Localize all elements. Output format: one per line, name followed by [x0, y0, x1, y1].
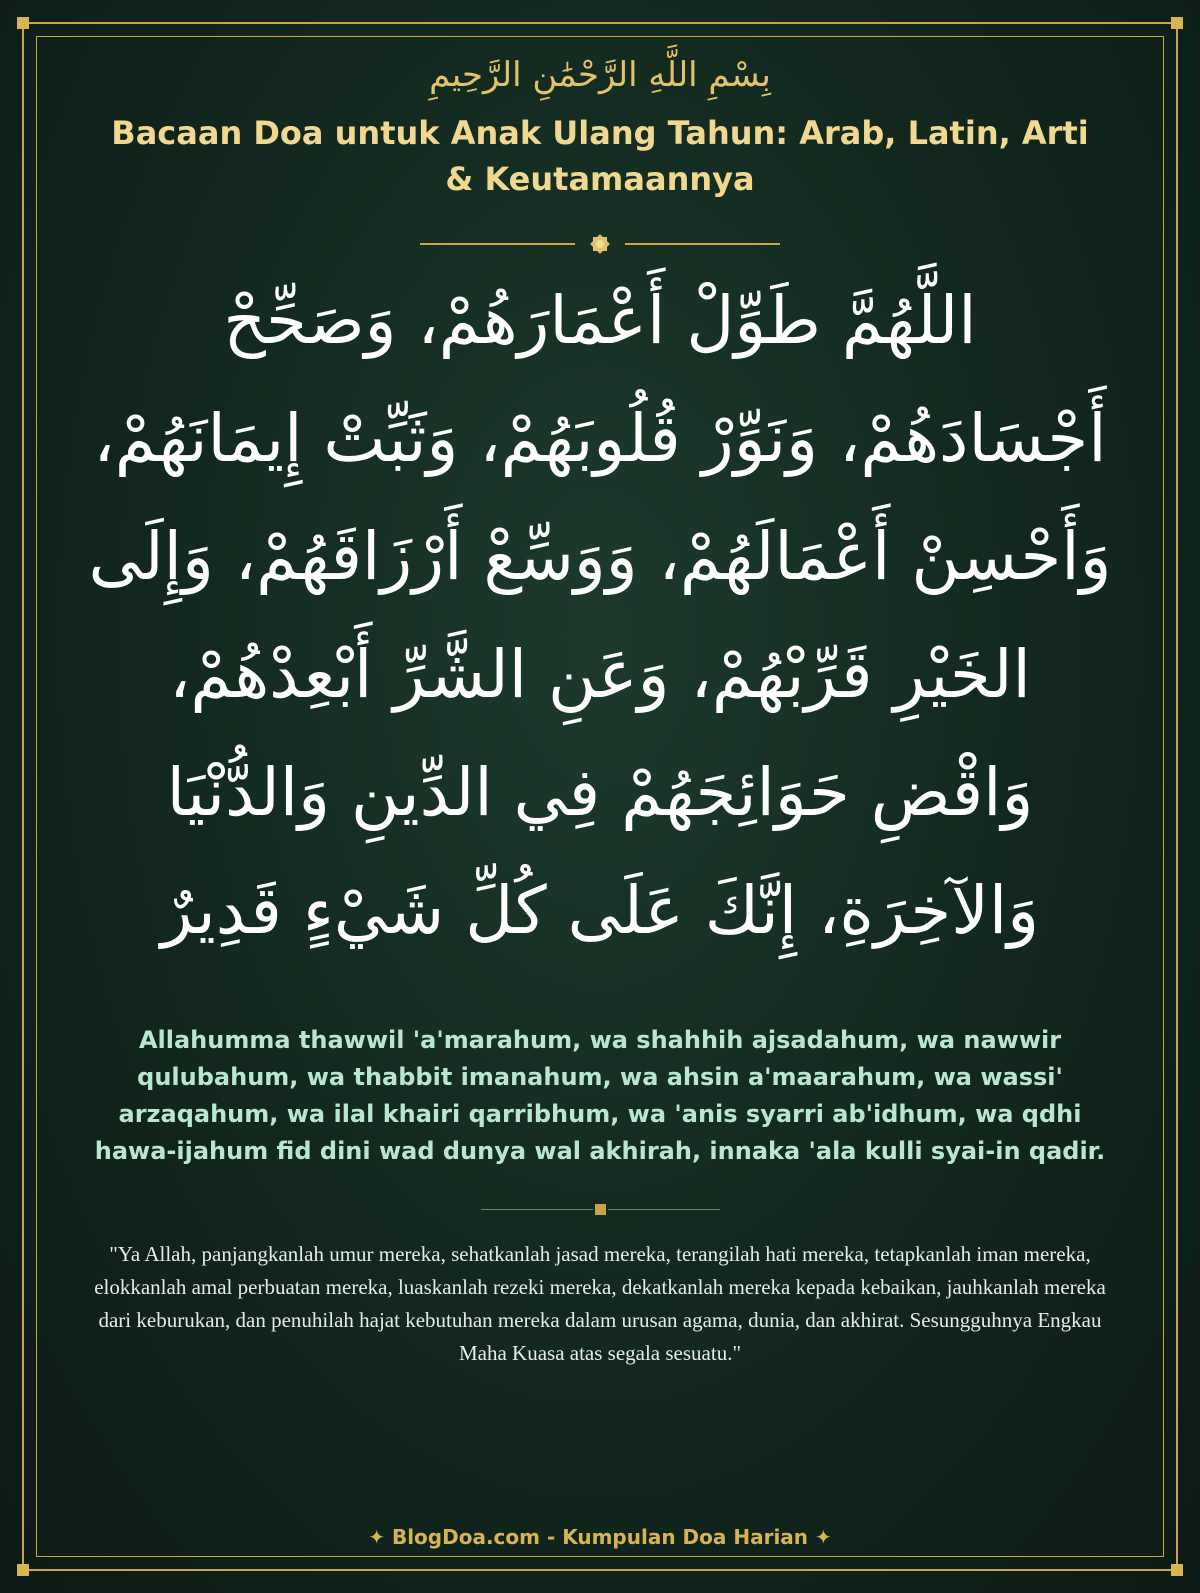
main-content [60, 50, 1140, 1370]
corner-ornament-bottom-left [17, 1564, 29, 1576]
ornament-line-left [420, 243, 575, 245]
corner-ornament-top-left [17, 17, 29, 29]
arabic-doa-text: اللَّهُمَّ طَوِّلْ أَعْمَارَهُمْ، وَصَحِّحْ أَجْسَادَهُمْ، وَنَوِّرْ قُلُوبَهُمْ، وَثَبِّتْ إِيمَانَهُمْ، وَأَحْسِنْ أَعْمَالَهُمْ، وَوَسِّعْ أَرْزَاقَهُمْ، وَإِلَى الخَيْرِ قَرِّبْهُمْ، وَعَنِ الشَّرِّ أَبْعِدْهُمْ، وَاقْضِ حَوَائِجَهُمْ فِي الدِّينِ وَالدُّنْيَا وَالآخِرَةِ، إِنَّكَ عَلَى كُلِّ شَيْءٍ قَدِيرٌ [88, 282, 1112, 949]
corner-ornament-bottom-right [1171, 1564, 1183, 1576]
indonesian-translation: "Ya Allah, panjangkanlah umur mereka, sehatkanlah jasad mereka, terangilah hati mereka, tetapkanlah iman mereka, elokkanlah amal perbuatan mereka, luaskanlah rezeki mereka, dekatkanlah mereka kepada kebaikan, jauhkanlah mereka dari keburukan, dan penuhilah hajat kebutuhan mereka dalam urusan agama, dunia, dan akhirat. Sesungguhnya Engkau Maha Kuasa atas segala sesuatu." [94, 1242, 1106, 1365]
section-divider [60, 1202, 1140, 1216]
page-title: Bacaan Doa untuk Anak Ulang Tahun: Arab, Latin, Arti & Keutamaannya [111, 114, 1089, 198]
divider-line-right [608, 1209, 720, 1210]
divider-line-left [481, 1209, 593, 1210]
bismillah-heading: بِسْمِ اللَّهِ الرَّحْمَٰنِ الرَّحِيمِ [429, 55, 771, 95]
square-dot-icon [595, 1204, 606, 1215]
ornament-line-right [625, 243, 780, 245]
corner-ornament-top-right [1171, 17, 1183, 29]
eight-point-star-icon [589, 233, 611, 255]
footer-credit: ✦ BlogDoa.com - Kumpulan Doa Harian ✦ [368, 1525, 832, 1549]
title-ornament-divider [60, 232, 1140, 256]
latin-transliteration: Allahumma thawwil 'a'marahum, wa shahhih ajsadahum, wa nawwir qulubahum, wa thabbit imanahum, wa ahsin a'maarahum, wa wassi' arzaqahum, wa ilal khairi qarribhum, wa 'anis syarri ab'idhum, wa qdhi hawa-ijahum fid dini wad dunya wal akhirah, innaka 'ala kulli syai-in qadir. [94, 1026, 1106, 1165]
